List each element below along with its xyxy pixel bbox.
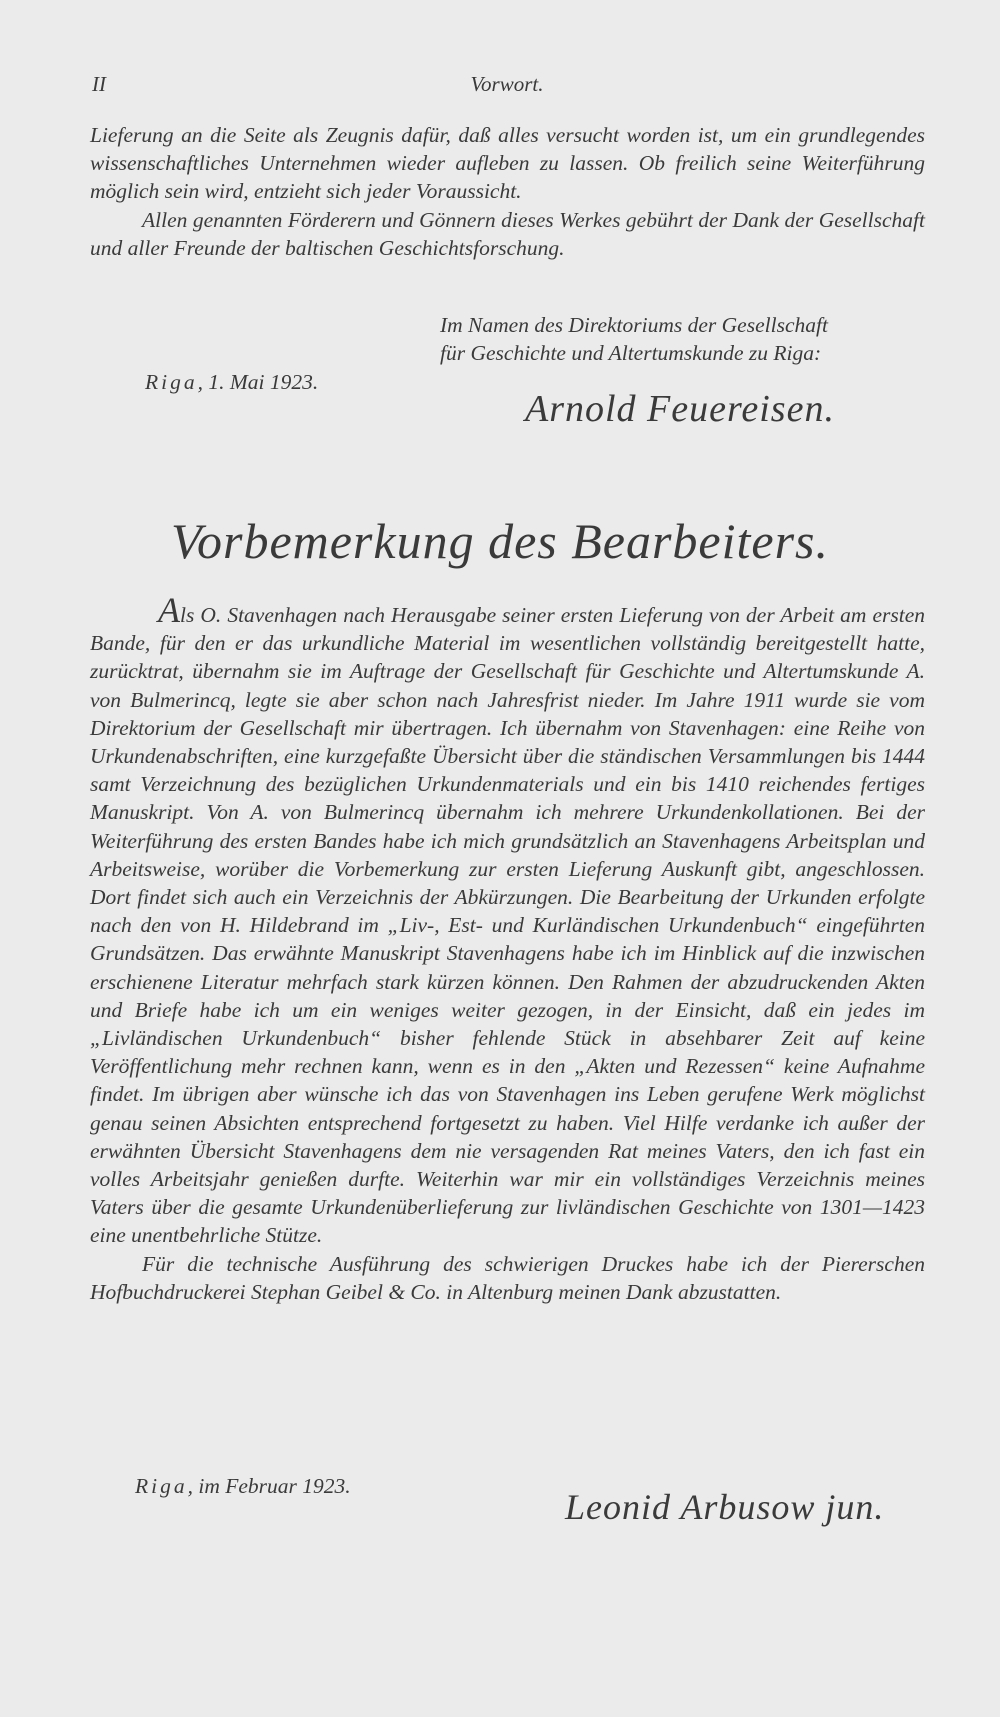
section-body xyxy=(90,590,925,1306)
page-number: II xyxy=(92,72,106,96)
running-head: Vorwort. xyxy=(470,72,544,96)
section-paragraph-1-text: ls O. Stavenhagen nach Herausgabe seiner ersten Lieferung von der Arbeit am ersten Bande, für den er das urkundliche Material im wesentlichen vollständig bereitgestellt hatte, zurücktrat, übernahm sie im Auftrage der Gesellschaft für Geschichte und Altertumskunde A. von Bulmerincq, legte sie aber schon nach Jahresfrist nieder. Im Jahre 1911 wurde sie vom Direktorium der Gesellschaft mir übertragen. Ich übernahm von Stavenhagen: eine Reihe von Urkundenabschriften, eine kurzgefaßte Übersicht über die ständischen Versammlungen bis 1444 samt Verzeichnung des bezüglichen Urkundenmaterials und ein bis 1410 reichendes fertiges Manuskript. Von A. von Bulmerincq übernahm ich mehrere Urkundenkollationen. Bei der Weiterführung des ersten Bandes habe ich mich grundsätzlich an Stavenhagens Arbeitsplan und Arbeitsweise, worüber die Vorbemerkung zur ersten Lieferung Auskunft gibt, angeschlossen. Dort findet sich auch ein Verzeichnis der Abkürzungen. Die Bearbeitung der Urkunden erfolgte nach den von H. Hildebrand im „Liv-, Est- und Kurländischen Urkundenbuch“ eingeführten Grundsätzen. Das erwähnte Manuskript Stavenhagens habe ich im Hinblick auf die inzwischen erschienene Literatur mehrfach stark kürzen können. Den Rahmen der abzudruckenden Akten und Briefe habe ich um ein weniges weiter gezogen, in der Einsicht, daß ein jedes im „Livländischen Urkundenbuch“ bisher fehlende Stück in absehbarer Zeit auf keine Veröffentlichung mehr rechnen kann, wenn es in den „Akten und Rezessen“ keine Aufnahme findet. Im übrigen aber wünsche ich das von Stavenhagen ins Leben gerufene Werk möglichst genau seinen Absichten entsprechend fortgesetzt zu haben. Viel Hilfe verdanke ich außer der erwähnten Übersicht Stavenhagens dem nie versagenden Rat meines Vaters, den ich fast ein volles Arbeitsjahr genießen durfte. Weiterhin war mir ein vollständiges Verzeichnis meines Vaters über die gesamte Urkundenüberlieferung zur livländischen Geschichte von 1301—1423 eine unentbehrliche Stütze. xyxy=(90,603,925,1248)
on-behalf-line-1: Im Namen des Direktoriums der Gesellschaft xyxy=(440,313,828,337)
section-paragraph-1 xyxy=(90,590,925,1250)
place-date-1 xyxy=(145,370,318,395)
preface-paragraph-1: Lieferung an die Seite als Zeugnis dafür, daß alles versucht worden ist, um ein grundlegendes wissenschaftliches Unternehmen wieder aufleben zu lassen. Ob freilich seine Weiterführung möglich sein wird, entzieht sich jeder Voraussicht. xyxy=(90,123,925,204)
on-behalf-line-2: für Geschichte und Altertumskunde zu Riga: xyxy=(440,341,822,365)
signature-name-2: Leonid Arbusow jun. xyxy=(565,1487,885,1527)
preface-paragraph-2: Allen genannten Förderern und Gönnern dieses Werkes gebührt der Dank der Gesellschaft und aller Freunde der baltischen Geschichtsforschung. xyxy=(90,207,925,260)
date-2: , im Februar 1923. xyxy=(187,1474,351,1498)
place-name-2: Riga xyxy=(135,1474,188,1498)
signature-name-1: Arnold Feuereisen. xyxy=(525,388,835,430)
preface-continuation xyxy=(90,121,925,262)
place-name-1: Riga xyxy=(145,370,198,394)
section-title: Vorbemerkung des Bearbeiters. xyxy=(170,513,830,569)
drop-cap: A xyxy=(158,590,180,630)
date-1: , 1. Mai 1923. xyxy=(197,370,319,394)
place-date-2 xyxy=(135,1474,351,1499)
page-header xyxy=(92,72,922,102)
section-paragraph-2: Für die technische Ausführung des schwierigen Druckes habe ich der Piererschen Hofbuchdruckerei Stephan Geibel & Co. in Altenburg meinen Dank abzustatten. xyxy=(90,1251,925,1304)
